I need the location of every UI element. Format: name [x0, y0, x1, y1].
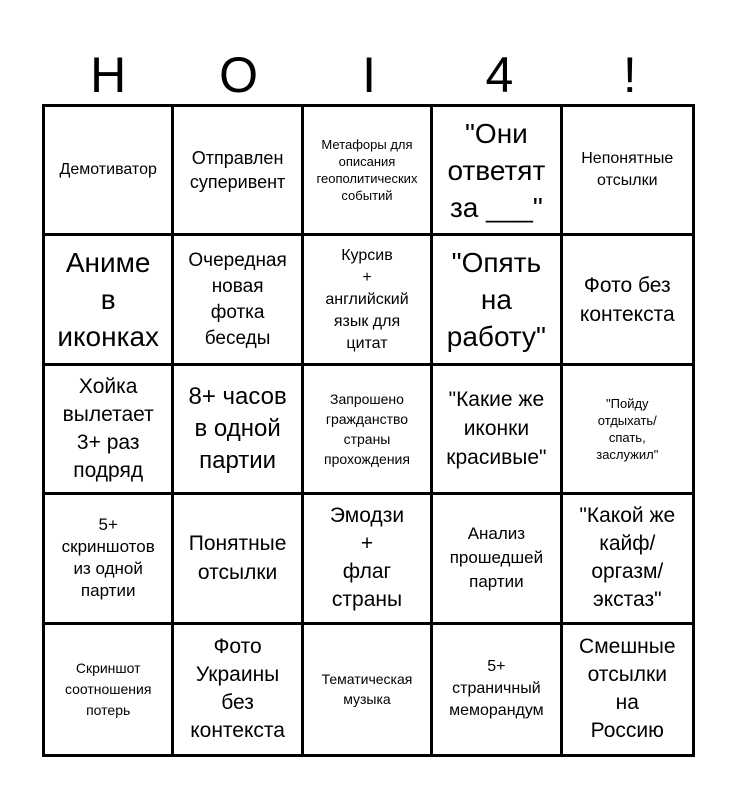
- header-letter: O: [219, 47, 259, 103]
- cell-text: 5+ скриншотов из одной партии: [61, 515, 155, 601]
- bingo-cell[interactable]: [45, 236, 174, 365]
- cell-text: Эмодзи + флаг страны: [329, 504, 405, 612]
- bingo-cell[interactable]: [433, 236, 562, 365]
- bingo-cell[interactable]: [563, 625, 692, 754]
- bingo-cell[interactable]: [304, 107, 433, 236]
- cell-text: Тематическая музыка: [321, 671, 413, 708]
- bingo-cell[interactable]: [433, 625, 562, 754]
- bingo-cell[interactable]: [45, 625, 174, 754]
- bingo-cell[interactable]: [304, 625, 433, 754]
- cell-text: "Опять на работу": [446, 247, 546, 353]
- bingo-cell[interactable]: [45, 366, 174, 495]
- cell-text: "Какой же кайф/ оргазм/ экстаз": [579, 504, 676, 612]
- bingo-cell[interactable]: [174, 366, 303, 495]
- cell-text: 8+ часов в одной партии: [188, 382, 287, 474]
- bingo-cell[interactable]: [174, 107, 303, 236]
- cell-text: Фото Украины без контекста: [190, 635, 285, 743]
- bingo-cell[interactable]: [174, 625, 303, 754]
- bingo-cell[interactable]: [563, 495, 692, 624]
- cell-text: Скриншот соотношения потерь: [64, 659, 152, 718]
- cell-text: Анализ прошедшей партии: [449, 524, 544, 592]
- bingo-cell[interactable]: [45, 495, 174, 624]
- bingo-cell[interactable]: [304, 236, 433, 365]
- bingo-board: [42, 104, 695, 757]
- header-letter: H: [90, 47, 127, 103]
- header-letter: I: [362, 47, 376, 103]
- cell-text: Запрошено гражданство страны прохождения: [324, 390, 410, 467]
- bingo-cell[interactable]: [563, 107, 692, 236]
- cell-text: Очередная новая фотка беседы: [188, 249, 287, 349]
- bingo-cell[interactable]: [45, 107, 174, 236]
- cell-text: Метафоры для описания геополитических событий: [316, 137, 418, 204]
- cell-text: Отправлен суперивент: [189, 148, 286, 193]
- cell-text: Фото без контекста: [579, 273, 675, 326]
- bingo-cell[interactable]: [563, 366, 692, 495]
- cell-text: 5+ страничный меморандум: [449, 658, 544, 720]
- cell-text: "Пойду отдыхать/ спать, заслужил": [596, 395, 659, 462]
- cell-text: "Какие же иконки красивые": [446, 388, 547, 470]
- bingo-header: [43, 45, 695, 105]
- header-letter: 4: [485, 47, 514, 103]
- cell-text: Аниме в иконках: [57, 247, 160, 353]
- header-letter: !: [622, 47, 637, 103]
- cell-text: Курсив + английский язык для цитат: [325, 246, 409, 352]
- cell-text: Понятные отсылки: [188, 532, 287, 585]
- cell-text: Непонятные отсылки: [581, 150, 674, 190]
- bingo-cell[interactable]: [563, 236, 692, 365]
- bingo-cell[interactable]: [174, 495, 303, 624]
- bingo-cell[interactable]: [174, 236, 303, 365]
- cell-text: Хойка вылетает 3+ раз подряд: [62, 374, 154, 482]
- cell-text: Демотиватор: [59, 161, 157, 179]
- cell-text: "Они ответят за ___": [447, 117, 546, 223]
- bingo-cell[interactable]: [433, 107, 562, 236]
- bingo-cell[interactable]: [304, 366, 433, 495]
- cell-text: Смешные отсылки на Россию: [579, 635, 676, 743]
- bingo-cell[interactable]: [433, 495, 562, 624]
- bingo-cell[interactable]: [304, 495, 433, 624]
- bingo-cell[interactable]: [433, 366, 562, 495]
